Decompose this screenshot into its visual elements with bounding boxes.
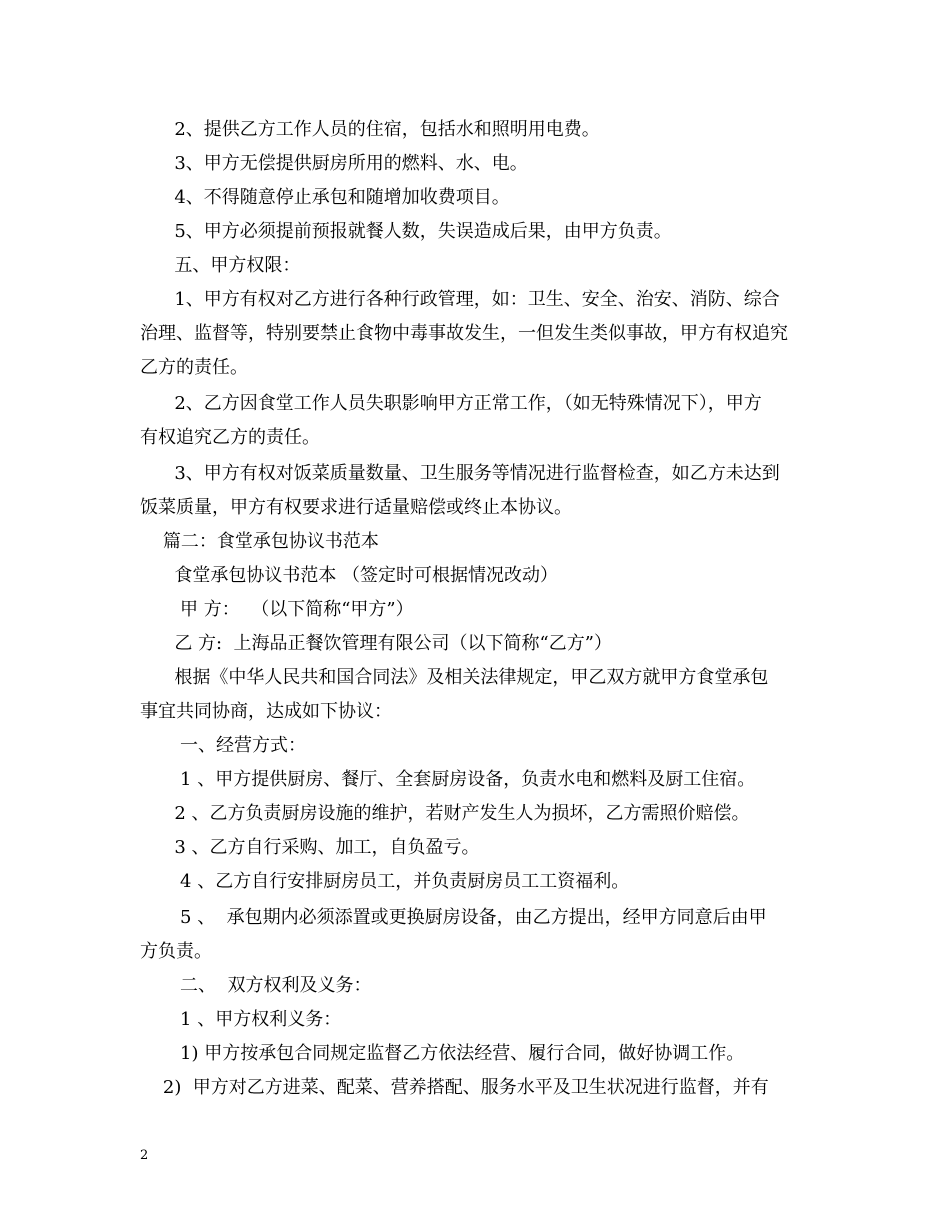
text-line: 乙方的责任。 bbox=[140, 357, 248, 378]
text-line: 2、乙方因食堂工作人员失职影响甲方正常工作，（如无特殊情况下），甲方 bbox=[140, 393, 762, 414]
text-line: 1) 甲方按承包合同规定监督乙方依法经营、履行合同，做好协调工作。 bbox=[140, 1043, 745, 1064]
document-title: 食堂承包协议书范本 （签定时可根据情况改动） bbox=[140, 565, 559, 586]
party-a-line: 甲 方： （以下简称“甲方”） bbox=[140, 599, 414, 620]
text-line: 有权追究乙方的责任。 bbox=[140, 427, 320, 448]
section-heading: 篇二：食堂承包协议书范本 bbox=[140, 531, 379, 552]
section-heading: 一、经营方式： bbox=[140, 735, 307, 756]
text-line: 5、甲方必须提前预报就餐人数，失误造成后果，由甲方负责。 bbox=[140, 221, 672, 242]
text-line: 2 、乙方负责厨房设施的维护，若财产发生人为损坏，乙方需照价赔偿。 bbox=[140, 803, 750, 824]
text-line: 饭菜质量，甲方有权要求进行适量赔偿或终止本协议。 bbox=[140, 497, 572, 518]
text-line: 治理、监督等，特别要禁止食物中毒事故发生，一但发生类似事故，甲方有权追究 bbox=[140, 323, 788, 344]
party-b-line: 乙 方: 上海品正餐饮管理有限公司（以下简称“乙方”） bbox=[140, 633, 612, 654]
text-line: 3、甲方无偿提供厨房所用的燃料、水、电。 bbox=[140, 153, 528, 174]
text-line: 3 、乙方自行采购、加工，自负盈亏。 bbox=[140, 837, 480, 858]
text-line: 4 、乙方自行安排厨房员工，并负责厨房员工工资福利。 bbox=[140, 871, 630, 892]
text-line: 2) 甲方对乙方进菜、配菜、营养搭配、服务水平及卫生状况进行监督，并有 bbox=[140, 1077, 769, 1098]
page-number: 2 bbox=[140, 1148, 149, 1163]
text-line: 1、甲方有权对乙方进行各种行政管理，如：卫生、安全、治安、消防、综合 bbox=[140, 289, 780, 310]
text-line: 事宜共同协商，达成如下协议： bbox=[140, 701, 392, 722]
text-line: 4、不得随意停止承包和随增加收费项目。 bbox=[140, 187, 510, 208]
text-line: 3、甲方有权对饭菜质量数量、卫生服务等情况进行监督检查，如乙方未达到 bbox=[140, 463, 780, 484]
section-heading: 二、 双方权利及义务： bbox=[140, 975, 372, 996]
text-line: 1 、甲方提供厨房、餐厅、全套厨房设备，负责水电和燃料及厨工住宿。 bbox=[140, 769, 756, 790]
text-line: 方负责。 bbox=[140, 941, 212, 962]
section-heading: 五、甲方权限： bbox=[140, 255, 301, 276]
text-line: 2、提供乙方工作人员的住宿，包括水和照明用电费。 bbox=[140, 119, 600, 140]
text-line: 1 、甲方权利义务： bbox=[140, 1009, 342, 1030]
text-line: 5 、 承包期内必须添置或更换厨房设备，由乙方提出，经甲方同意后由甲 bbox=[140, 907, 767, 928]
text-line: 根据《中华人民共和国合同法》及相关法律规定，甲乙双方就甲方食堂承包 bbox=[140, 667, 769, 688]
